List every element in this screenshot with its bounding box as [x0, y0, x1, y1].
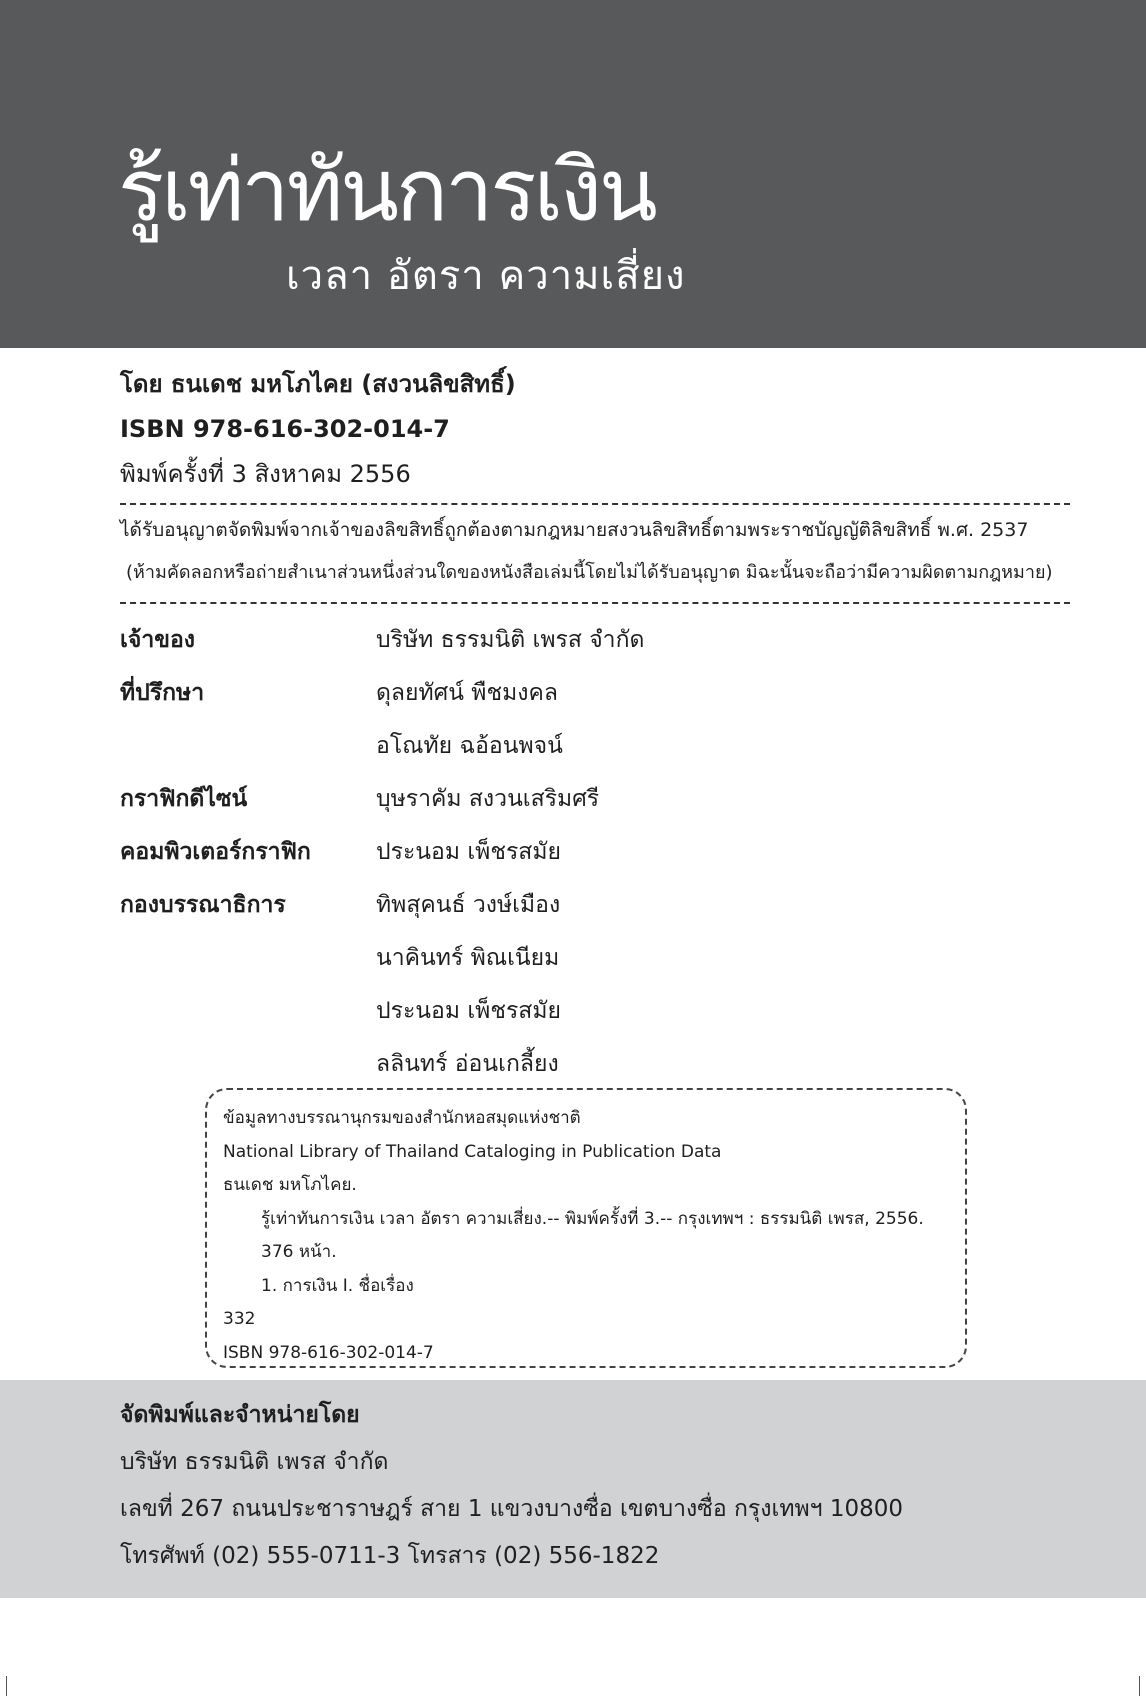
credit-names — [376, 879, 1060, 1091]
credit-names — [376, 826, 1060, 879]
credit-role: คอมพิวเตอร์กราฟิก — [120, 839, 311, 865]
credit-role: เจ้าของ — [120, 627, 196, 653]
credit-row-advisors — [120, 667, 1060, 773]
cip-data-box — [205, 1088, 967, 1368]
credit-row-owner — [120, 614, 1060, 667]
credit-role: กองบรรณาธิการ — [120, 892, 286, 918]
cip-classification: 332 — [223, 1309, 256, 1329]
credit-name: ประนอม เพ็ชรสมัย — [376, 998, 561, 1024]
book-title: รู้เท่าทันการเงิน — [118, 141, 655, 241]
cip-pages: 376 หน้า. — [261, 1242, 337, 1262]
dashed-divider-bottom — [120, 602, 1070, 604]
publication-meta — [120, 362, 1070, 497]
credit-name: บุษราคัม สงวนเสริมศรี — [376, 786, 600, 812]
isbn-line: ISBN 978-616-302-014-7 — [120, 415, 450, 443]
cip-heading-english: National Library of Thailand Cataloging in Publication Data — [223, 1141, 722, 1162]
credit-name: ลลินทร์ อ่อนเกลี้ยง — [376, 1051, 559, 1077]
credit-names — [376, 773, 1060, 826]
credit-row-computer-graphics — [120, 826, 1060, 879]
publisher-phone: โทรศัพท์ (02) 555-0711-3 โทรสาร (02) 556-1822 — [120, 1543, 660, 1569]
cip-subject: 1. การเงิน I. ชื่อเรื่อง — [261, 1275, 414, 1296]
publisher-address: เลขที่ 267 ถนนประชาราษฎร์ สาย 1 แขวงบางซื่อ เขตบางซื่อ กรุงเทพฯ 10800 — [120, 1496, 904, 1522]
credit-name: บริษัท ธรรมนิติ เพรส จำกัด — [376, 627, 645, 653]
title-banner — [0, 0, 1146, 348]
publisher-heading: จัดพิมพ์และจำหน่ายโดย — [120, 1402, 360, 1428]
cip-title-entry: รู้เท่าทันการเงิน เวลา อัตรา ความเสี่ยง.-- พิมพ์ครั้งที่ 3.-- กรุงเทพฯ : ธรรมนิติ เพรส, 2556. — [261, 1208, 924, 1229]
credit-role: กราฟิกดีไซน์ — [120, 786, 248, 812]
credit-names — [376, 614, 1060, 667]
credit-names — [376, 667, 1060, 773]
copyright-note: (ห้ามคัดลอกหรือถ่ายสำเนาส่วนหนึ่งส่วนใดของหนังสือเล่มนี้โดยไม่ได้รับอนุญาต มิฉะนั้นจะถือว่ามีความผิดตามกฎหมาย) — [126, 562, 1053, 583]
copyright-notice — [120, 518, 1070, 585]
credit-name: ทิพสุคนธ์ วงษ์เมือง — [376, 892, 561, 918]
publisher-name: บริษัท ธรรมนิติ เพรส จำกัด — [120, 1449, 389, 1475]
cip-isbn: ISBN 978-616-302-014-7 — [223, 1342, 434, 1363]
cip-heading-thai: ข้อมูลทางบรรณานุกรมของสำนักหอสมุดแห่งชาติ — [223, 1108, 581, 1128]
edition-line: พิมพ์ครั้งที่ 3 สิงหาคม 2556 — [120, 460, 411, 488]
crop-mark-right — [1139, 1676, 1140, 1696]
publisher-info — [120, 1392, 1080, 1580]
author-line: โดย ธนเดช มหโภไคย (สงวนลิขสิทธิ์) — [120, 370, 516, 398]
crop-mark-left — [6, 1676, 7, 1696]
copyright-statement: ได้รับอนุญาตจัดพิมพ์จากเจ้าของลิขสิทธิ์ถูกต้องตามกฎหมายสงวนลิขสิทธิ์ตามพระราชบัญญัติลิขสิทธิ์ พ.ศ. 2537 — [120, 519, 1029, 541]
dashed-divider-top — [120, 503, 1070, 505]
credit-row-graphic-design — [120, 773, 1060, 826]
credit-row-editorial — [120, 879, 1060, 1091]
credits-list — [120, 614, 1060, 1091]
credit-role: ที่ปรึกษา — [120, 680, 205, 706]
book-subtitle: เวลา อัตรา ความเสี่ยง — [286, 253, 686, 299]
cip-author: ธนเดช มหโภไคย. — [223, 1175, 357, 1195]
credit-name: อโณทัย ฉอ้อนพจน์ — [376, 733, 563, 759]
credit-name: ประนอม เพ็ชรสมัย — [376, 839, 561, 865]
credit-name: นาคินทร์ พิณเนียม — [376, 945, 560, 971]
credit-name: ดุลยทัศน์ พืชมงคล — [376, 680, 558, 706]
